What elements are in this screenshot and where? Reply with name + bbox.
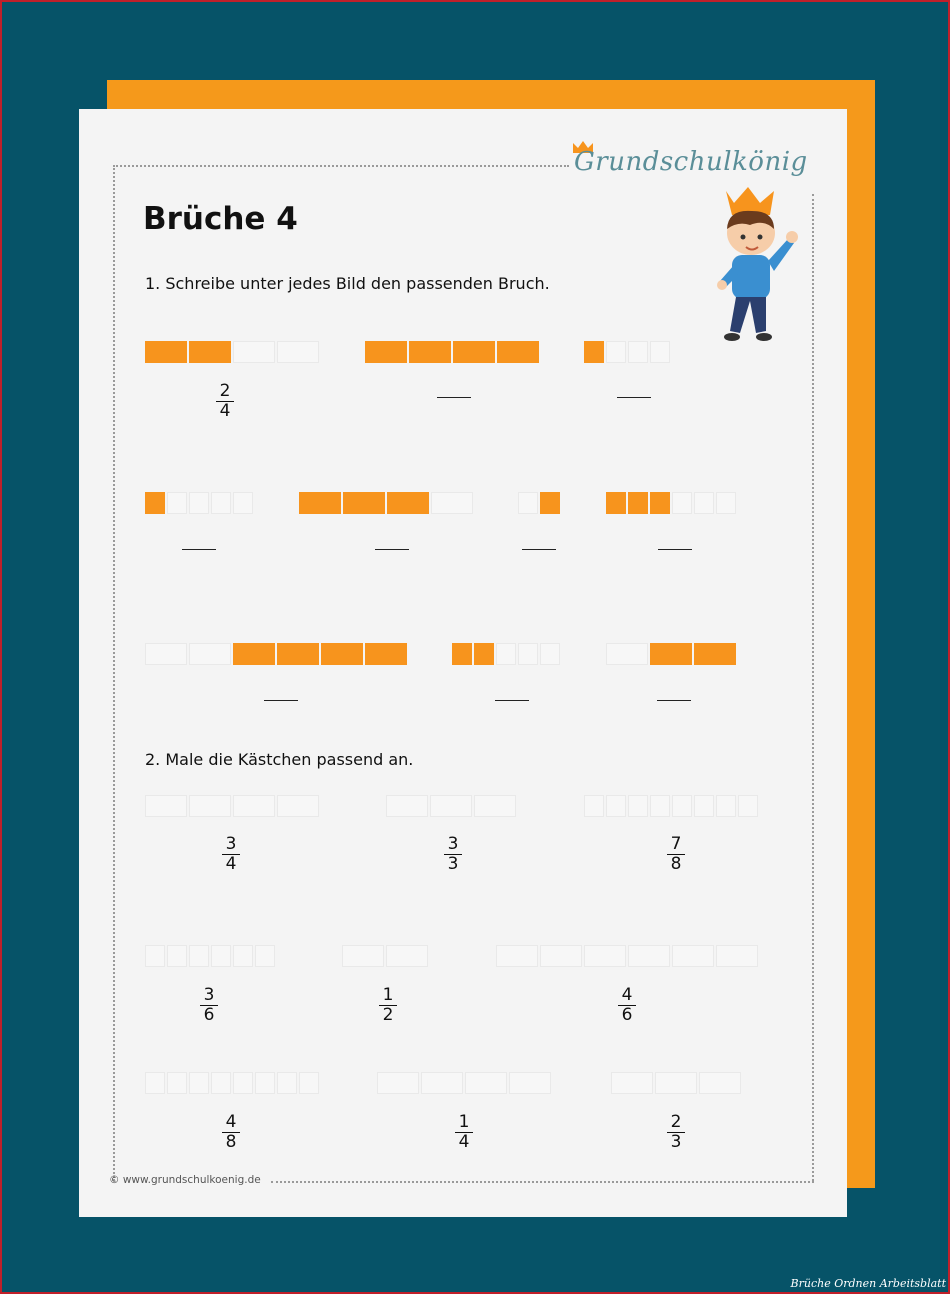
fraction-denominator: 3	[670, 1132, 682, 1152]
box-empty	[431, 492, 473, 514]
box-empty[interactable]	[699, 1072, 741, 1094]
worksheet	[79, 109, 847, 1217]
fraction-numerator: 7	[667, 835, 685, 855]
brand-logo-text: Grundschulkönig	[574, 147, 808, 177]
bottom-dotted-border	[271, 1181, 814, 1183]
target-fraction-4	[194, 986, 224, 1025]
box-empty[interactable]	[430, 795, 472, 817]
box-empty[interactable]	[145, 795, 187, 817]
box-empty	[606, 643, 648, 665]
box-empty	[189, 643, 231, 665]
fraction-denominator: 6	[203, 1005, 215, 1025]
box-empty[interactable]	[377, 1072, 419, 1094]
box-empty[interactable]	[255, 945, 275, 967]
box-empty[interactable]	[189, 795, 231, 817]
box-filled	[365, 341, 407, 363]
box-empty[interactable]	[145, 1072, 165, 1094]
box-empty[interactable]	[672, 945, 714, 967]
box-empty[interactable]	[386, 795, 428, 817]
box-filled	[299, 492, 341, 514]
box-empty	[518, 492, 538, 514]
box-empty	[650, 341, 670, 363]
fraction-numerator: 4	[222, 1113, 240, 1133]
box-empty[interactable]	[167, 1072, 187, 1094]
fraction-bar-7	[606, 492, 738, 514]
box-empty	[211, 492, 231, 514]
box-empty[interactable]	[211, 945, 231, 967]
box-empty[interactable]	[189, 945, 209, 967]
box-empty[interactable]	[738, 795, 758, 817]
box-empty	[277, 341, 319, 363]
box-empty[interactable]	[299, 1072, 319, 1094]
box-empty[interactable]	[584, 945, 626, 967]
fraction-numerator: 2	[216, 382, 234, 402]
fraction-bar-10	[606, 643, 738, 665]
kid-with-crown-illustration	[704, 181, 804, 361]
box-empty[interactable]	[145, 945, 165, 967]
box-filled	[409, 341, 451, 363]
box-filled	[452, 643, 472, 665]
box-empty[interactable]	[694, 795, 714, 817]
box-empty	[233, 492, 253, 514]
fraction-bar-2	[365, 341, 541, 363]
box-filled	[387, 492, 429, 514]
worksheet-title: Brüche 4	[143, 201, 298, 237]
box-empty[interactable]	[611, 1072, 653, 1094]
box-empty	[716, 492, 736, 514]
answer-blank[interactable]	[657, 700, 691, 701]
box-empty	[167, 492, 187, 514]
box-empty[interactable]	[628, 945, 670, 967]
box-empty	[145, 643, 187, 665]
target-fraction-7	[216, 1113, 246, 1152]
fraction-denominator: 4	[219, 401, 231, 421]
answer-blank[interactable]	[522, 549, 556, 550]
colorable-bar-5[interactable]	[342, 945, 430, 967]
colorable-bar-9[interactable]	[611, 1072, 743, 1094]
target-fraction-5	[373, 986, 403, 1025]
box-filled	[343, 492, 385, 514]
box-empty[interactable]	[496, 945, 538, 967]
box-filled	[233, 643, 275, 665]
box-filled	[540, 492, 560, 514]
target-fraction-2	[438, 835, 468, 874]
fraction-denominator: 2	[382, 1005, 394, 1025]
box-empty[interactable]	[233, 1072, 253, 1094]
box-empty[interactable]	[277, 1072, 297, 1094]
box-filled	[474, 643, 494, 665]
target-fraction-3	[661, 835, 691, 874]
box-filled	[453, 341, 495, 363]
right-dotted-border	[812, 194, 814, 1181]
task-2-instruction: 2. Male die Kästchen passend an.	[145, 750, 414, 769]
colorable-bar-7[interactable]	[145, 1072, 321, 1094]
fraction-bar-4	[145, 492, 255, 514]
box-empty[interactable]	[167, 945, 187, 967]
answer-blank[interactable]	[182, 549, 216, 550]
box-filled	[497, 341, 539, 363]
fraction-bar-3	[584, 341, 672, 363]
box-empty[interactable]	[233, 945, 253, 967]
fraction-numerator: 3	[222, 835, 240, 855]
box-empty	[672, 492, 692, 514]
box-filled	[189, 341, 231, 363]
footer-url: © www.grundschulkoenig.de	[109, 1174, 261, 1186]
fraction-denominator: 8	[225, 1132, 237, 1152]
box-filled	[365, 643, 407, 665]
box-filled	[145, 492, 165, 514]
colorable-bar-3[interactable]	[584, 795, 760, 817]
box-filled	[628, 492, 648, 514]
colorable-bar-6[interactable]	[496, 945, 760, 967]
fraction-denominator: 4	[225, 854, 237, 874]
answer-blank[interactable]	[264, 700, 298, 701]
box-empty[interactable]	[672, 795, 692, 817]
box-empty[interactable]	[540, 945, 582, 967]
box-empty[interactable]	[474, 795, 516, 817]
box-empty[interactable]	[277, 795, 319, 817]
example-fraction	[210, 382, 240, 421]
box-empty[interactable]	[655, 1072, 697, 1094]
colorable-bar-4[interactable]	[145, 945, 277, 967]
fraction-bar-6	[518, 492, 562, 514]
box-empty	[496, 643, 516, 665]
answer-blank[interactable]	[617, 397, 651, 398]
box-filled	[277, 643, 319, 665]
answer-blank[interactable]	[495, 700, 529, 701]
box-empty[interactable]	[628, 795, 648, 817]
box-empty[interactable]	[509, 1072, 551, 1094]
target-fraction-8	[449, 1113, 479, 1152]
box-empty[interactable]	[716, 945, 758, 967]
box-empty[interactable]	[342, 945, 384, 967]
box-empty	[233, 341, 275, 363]
box-filled	[584, 341, 604, 363]
box-empty[interactable]	[189, 1072, 209, 1094]
box-empty	[694, 492, 714, 514]
fraction-bar-5	[299, 492, 475, 514]
colorable-bar-2[interactable]	[386, 795, 518, 817]
box-empty[interactable]	[584, 795, 604, 817]
fraction-numerator: 2	[667, 1113, 685, 1133]
box-empty[interactable]	[465, 1072, 507, 1094]
fraction-bar-8	[145, 643, 409, 665]
box-filled	[650, 643, 692, 665]
fraction-bar-9	[452, 643, 562, 665]
box-empty[interactable]	[233, 795, 275, 817]
box-filled	[321, 643, 363, 665]
box-empty[interactable]	[606, 795, 626, 817]
box-empty[interactable]	[716, 795, 736, 817]
fraction-denominator: 8	[670, 854, 682, 874]
fraction-numerator: 4	[618, 986, 636, 1006]
left-dotted-border	[113, 165, 115, 1181]
task-1-instruction: 1. Schreibe unter jedes Bild den passenden Bruch.	[145, 274, 550, 293]
watermark-text: Brüche Ordnen Arbeitsblatt	[790, 1277, 946, 1290]
box-empty[interactable]	[255, 1072, 275, 1094]
box-empty[interactable]	[650, 795, 670, 817]
target-fraction-1	[216, 835, 246, 874]
answer-blank[interactable]	[437, 397, 471, 398]
box-empty[interactable]	[211, 1072, 231, 1094]
box-empty	[518, 643, 538, 665]
target-fraction-9	[661, 1113, 691, 1152]
fraction-numerator: 3	[200, 986, 218, 1006]
fraction-denominator: 3	[447, 854, 459, 874]
fraction-bar-1	[145, 341, 321, 363]
colorable-bar-1[interactable]	[145, 795, 321, 817]
target-fraction-6	[612, 986, 642, 1025]
box-empty	[628, 341, 648, 363]
answer-blank[interactable]	[375, 549, 409, 550]
fraction-numerator: 1	[379, 986, 397, 1006]
box-empty[interactable]	[421, 1072, 463, 1094]
box-empty	[189, 492, 209, 514]
top-dotted-border	[113, 165, 569, 167]
fraction-numerator: 1	[455, 1113, 473, 1133]
answer-blank[interactable]	[658, 549, 692, 550]
box-filled	[650, 492, 670, 514]
fraction-denominator: 6	[621, 1005, 633, 1025]
fraction-numerator: 3	[444, 835, 462, 855]
box-filled	[606, 492, 626, 514]
box-filled	[145, 341, 187, 363]
colorable-bar-8[interactable]	[377, 1072, 553, 1094]
box-empty[interactable]	[386, 945, 428, 967]
box-empty	[606, 341, 626, 363]
box-filled	[694, 643, 736, 665]
fraction-denominator: 4	[458, 1132, 470, 1152]
box-empty	[540, 643, 560, 665]
